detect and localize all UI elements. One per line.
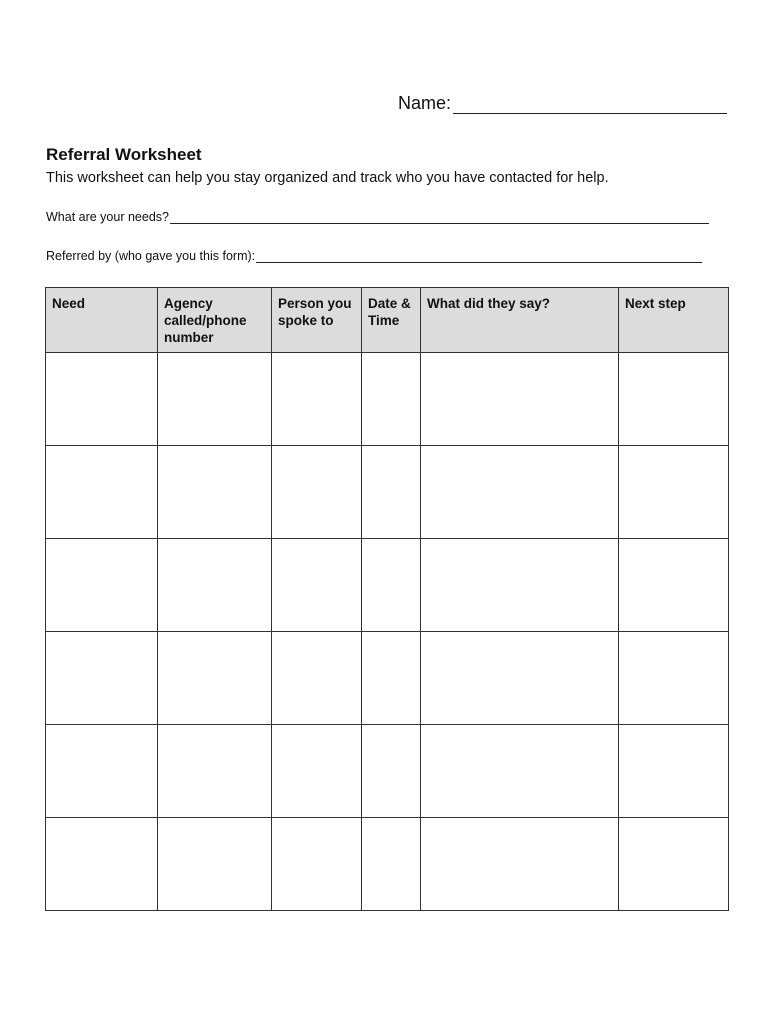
table-cell[interactable] (421, 446, 619, 539)
table-cell[interactable] (272, 353, 362, 446)
table-cell[interactable] (619, 818, 729, 911)
referral-table (45, 287, 729, 911)
table-cell[interactable] (421, 818, 619, 911)
needs-blank-line[interactable] (170, 211, 709, 224)
table-row (46, 632, 729, 725)
table-cell[interactable] (619, 446, 729, 539)
column-header-agency: Agency called/phone number (158, 288, 272, 353)
name-blank-line[interactable] (453, 93, 727, 114)
table-cell[interactable] (421, 353, 619, 446)
column-header-need: Need (46, 288, 158, 353)
table-cell[interactable] (619, 539, 729, 632)
table-cell[interactable] (46, 446, 158, 539)
page-title: Referral Worksheet (46, 145, 202, 164)
referred-label: Referred by (who gave you this form): (46, 249, 256, 263)
column-header-next-step: Next step (619, 288, 729, 353)
column-header-person: Person you spoke to (272, 288, 362, 353)
table-cell[interactable] (158, 539, 272, 632)
table-row (46, 725, 729, 818)
table-cell[interactable] (46, 725, 158, 818)
table-cell[interactable] (362, 353, 421, 446)
table-cell[interactable] (272, 446, 362, 539)
table-cell[interactable] (272, 539, 362, 632)
table-cell[interactable] (619, 353, 729, 446)
table-cell[interactable] (272, 818, 362, 911)
table-cell[interactable] (46, 539, 158, 632)
table-cell[interactable] (362, 539, 421, 632)
table-cell[interactable] (362, 632, 421, 725)
page-subtitle: This worksheet can help you stay organized and track who you have contacted for help. (46, 170, 609, 186)
table-cell[interactable] (362, 725, 421, 818)
table-cell[interactable] (46, 632, 158, 725)
column-header-what-they-said: What did they say? (421, 288, 619, 353)
table-row (46, 818, 729, 911)
table-cell[interactable] (421, 632, 619, 725)
needs-label: What are your needs? (46, 210, 169, 224)
table-cell[interactable] (362, 818, 421, 911)
table-cell[interactable] (272, 725, 362, 818)
table-row (46, 539, 729, 632)
table-cell[interactable] (46, 353, 158, 446)
column-header-date-time: Date & Time (362, 288, 421, 353)
table-cell[interactable] (272, 632, 362, 725)
table-cell[interactable] (421, 725, 619, 818)
table-cell[interactable] (362, 446, 421, 539)
table-cell[interactable] (158, 353, 272, 446)
table-cell[interactable] (619, 632, 729, 725)
table-cell[interactable] (421, 539, 619, 632)
referred-field (46, 249, 702, 263)
table-cell[interactable] (158, 818, 272, 911)
table-cell[interactable] (158, 632, 272, 725)
table-row (46, 446, 729, 539)
needs-field (46, 210, 709, 224)
name-field (398, 93, 727, 114)
table-cell[interactable] (619, 725, 729, 818)
table-header-row (46, 288, 729, 353)
table-cell[interactable] (158, 725, 272, 818)
referred-blank-line[interactable] (256, 250, 702, 263)
table-cell[interactable] (158, 446, 272, 539)
table-cell[interactable] (46, 818, 158, 911)
table-row (46, 353, 729, 446)
name-label: Name: (398, 93, 452, 113)
